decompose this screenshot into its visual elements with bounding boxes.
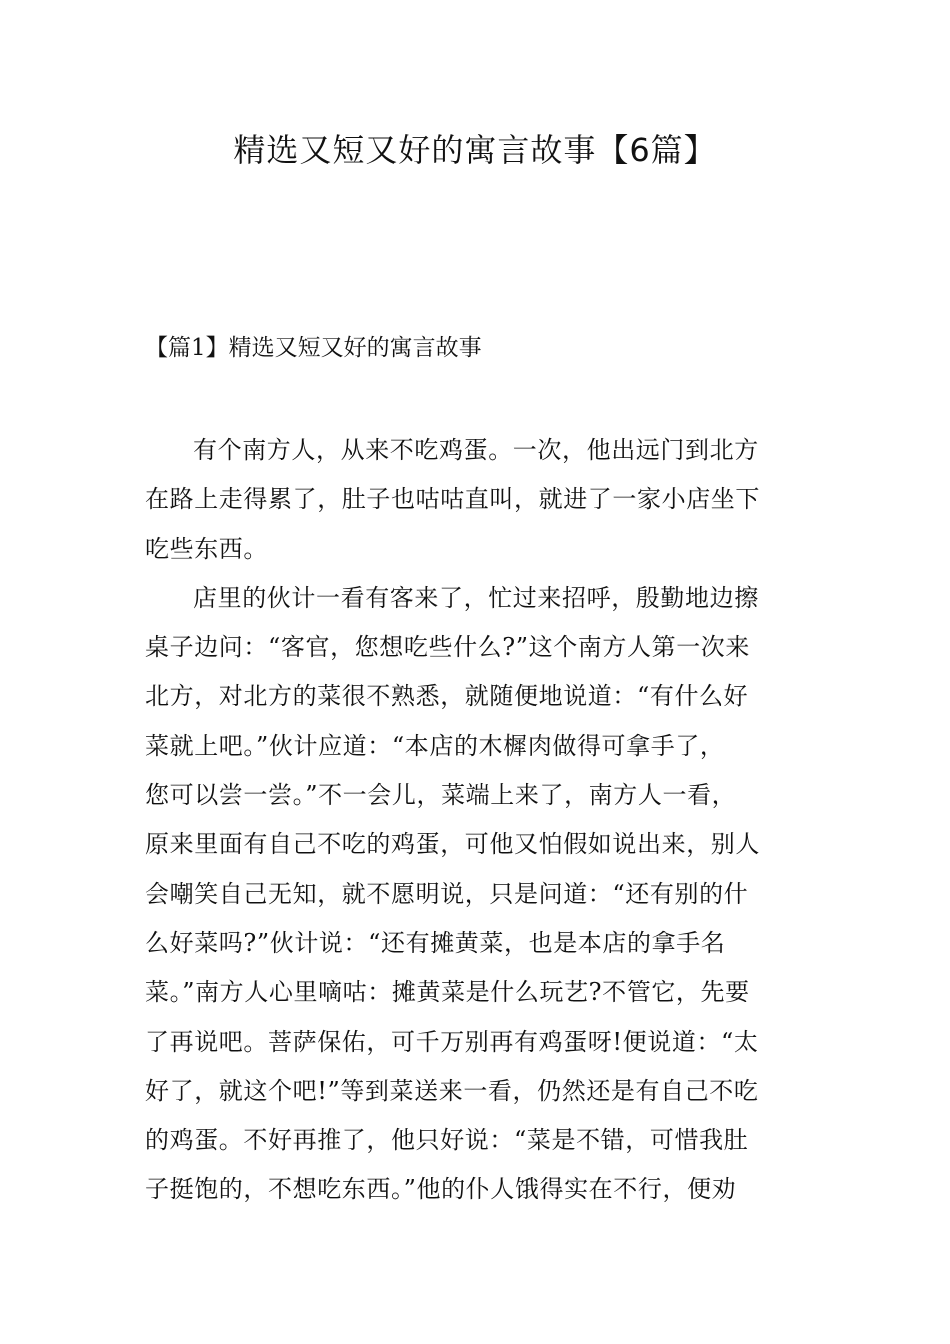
- document-title: 精选又短又好的寓言故事【6篇】: [233, 131, 717, 169]
- story-body: [145, 426, 810, 1215]
- paragraph-1: 有个南方人，从来不吃鸡蛋。一次，他出远门到北方 在路上走得累了，肚子也咕咕直叫，就进了一家小店坐下 吃些东西。: [145, 436, 760, 563]
- paragraph-2: 店里的伙计一看有客来了，忙过来招呼，殷勤地边擦 桌子边问：“客官，您想吃些什么?”这个南方人第一次来 北方，对北方的菜很不熟悉，就随便地说道：“有什么好 菜就上吧。”伙计应道：“本店的木樨肉做得可拿手了， 您可以尝一尝。”不一会儿，菜端上来了，南方人一看， 原来里面有自己不吃的鸡蛋，可他又怕假如说出来，别人 会嘲笑自己无知，就不愿明说，只是问道：“还有别的什 么好菜吗?”伙计说：“还有摊黄菜，也是本店的拿手名 菜。”南方人心里嘀咕：摊黄菜是什么玩艺?不管它，先要 了再说吧。菩萨保佑，可千万别再有鸡蛋呀!便说道：“太 好了，就这个吧!”等到菜送来一看，仍然还是有自己不吃 的鸡蛋。不好再推了，他只好说：“菜是不错，可惜我肚 子挺饱的，不想吃东西。”他的仆人饿得实在不行，便劝: [145, 583, 760, 1204]
- section-heading: 【篇1】精选又短又好的寓言故事: [145, 335, 482, 361]
